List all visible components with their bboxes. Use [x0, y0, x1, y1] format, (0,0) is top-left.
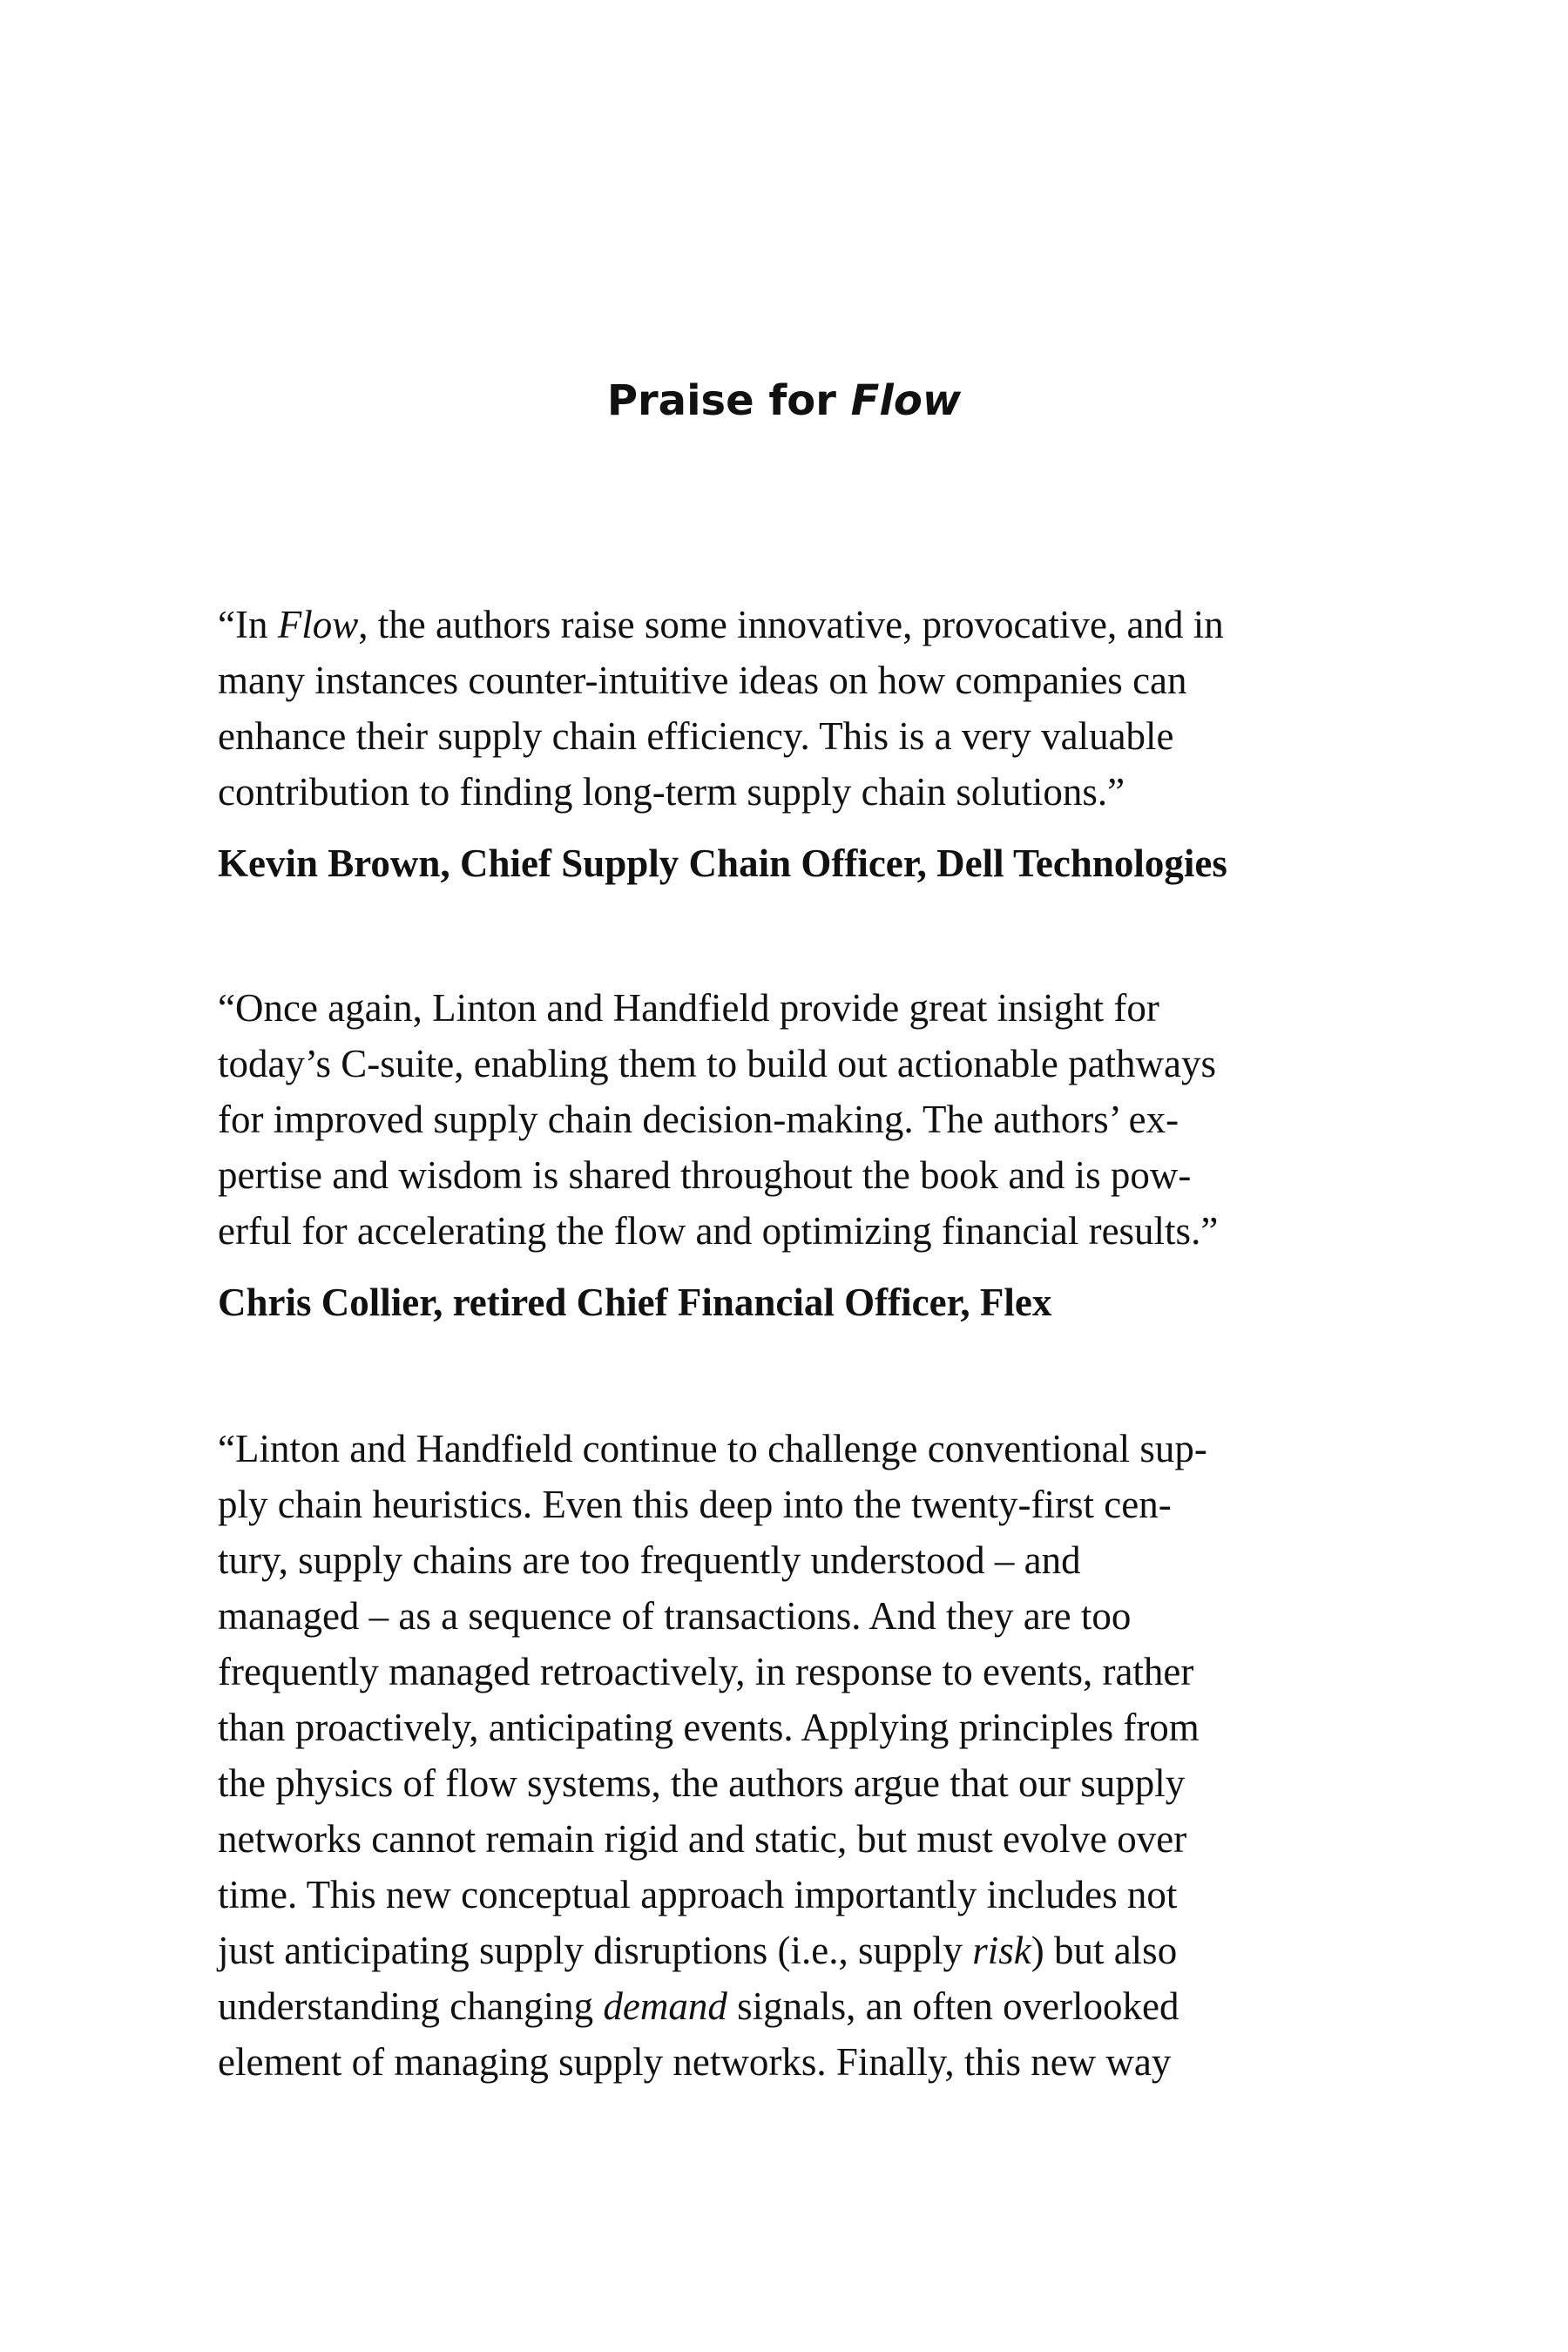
- quote-line: the physics of flow systems, the authors argue that our supply: [218, 1761, 1186, 1805]
- quote-line: pertise and wisdom is shared throughout the book and is pow-: [218, 1153, 1192, 1197]
- quote-line: than proactively, anticipating events. Applying principles from: [218, 1706, 1200, 1749]
- quote-line: [218, 1923, 1359, 1978]
- quote-text: ) but also: [1031, 1929, 1178, 1972]
- quote-line: “Linton and Handfield continue to challenge conventional sup-: [218, 1427, 1207, 1470]
- quote-line: today’s C-suite, enabling them to build out actionable pathways: [218, 1042, 1217, 1085]
- testimonial-quote-3: [218, 1421, 1359, 2090]
- title-emphasis: Flow: [850, 376, 962, 425]
- quote-line: managed – as a sequence of transactions. And they are too: [218, 1594, 1132, 1638]
- testimonial-attribution-2: Chris Collier, retired Chief Financial Officer, Flex: [218, 1281, 1052, 1324]
- quote-line: many instances counter-intuitive ideas on how companies can: [218, 659, 1187, 702]
- quote-text: signals, an often overlooked: [727, 1984, 1179, 2028]
- quote-line: contribution to finding long-term supply chain solutions.”: [218, 770, 1125, 814]
- quote-text: “In: [218, 603, 278, 646]
- quote-line: ply chain heuristics. Even this deep into the twenty-first cen-: [218, 1483, 1172, 1526]
- quote-line: element of managing supply networks. Finally, this new way: [218, 2040, 1172, 2084]
- quote-line: networks cannot remain rigid and static, but must evolve over: [218, 1817, 1187, 1861]
- quote-text: , the authors raise some innovative, provocative, and in: [358, 603, 1224, 646]
- quote-line: frequently managed retroactively, in response to events, rather: [218, 1650, 1194, 1693]
- spacer: [218, 891, 1359, 980]
- quote-line: [218, 1978, 1359, 2034]
- quote-line: for improved supply chain decision-making. The authors’ ex-: [218, 1098, 1179, 1141]
- quote-text: understanding changing: [218, 1984, 604, 2028]
- quote-text: just anticipating supply disruptions (i.e., supply: [218, 1929, 973, 1972]
- quote-line: “Once again, Linton and Handfield provide great insight for: [218, 986, 1159, 1030]
- spacer: [218, 1330, 1359, 1421]
- testimonial-attribution-1: Kevin Brown, Chief Supply Chain Officer, Dell Technologies: [218, 841, 1227, 885]
- italic-word: demand: [603, 1984, 727, 2028]
- quote-line: enhance their supply chain efficiency. This is a very valuable: [218, 714, 1174, 758]
- testimonial-quote-2: [218, 980, 1359, 1259]
- quote-line: erful for accelerating the flow and optimizing financial results.”: [218, 1209, 1219, 1253]
- quote-line: time. This new conceptual approach importantly includes not: [218, 1873, 1178, 1916]
- quote-line: [218, 597, 1359, 652]
- page-title: [0, 375, 1568, 427]
- book-title-italic: Flow: [277, 603, 359, 646]
- quote-line: tury, supply chains are too frequently understood – and: [218, 1538, 1081, 1582]
- testimonial-quote-1: [218, 597, 1359, 820]
- italic-word: risk: [972, 1929, 1031, 1972]
- title-prefix: Praise for: [606, 376, 851, 425]
- testimonials: [218, 597, 1359, 2090]
